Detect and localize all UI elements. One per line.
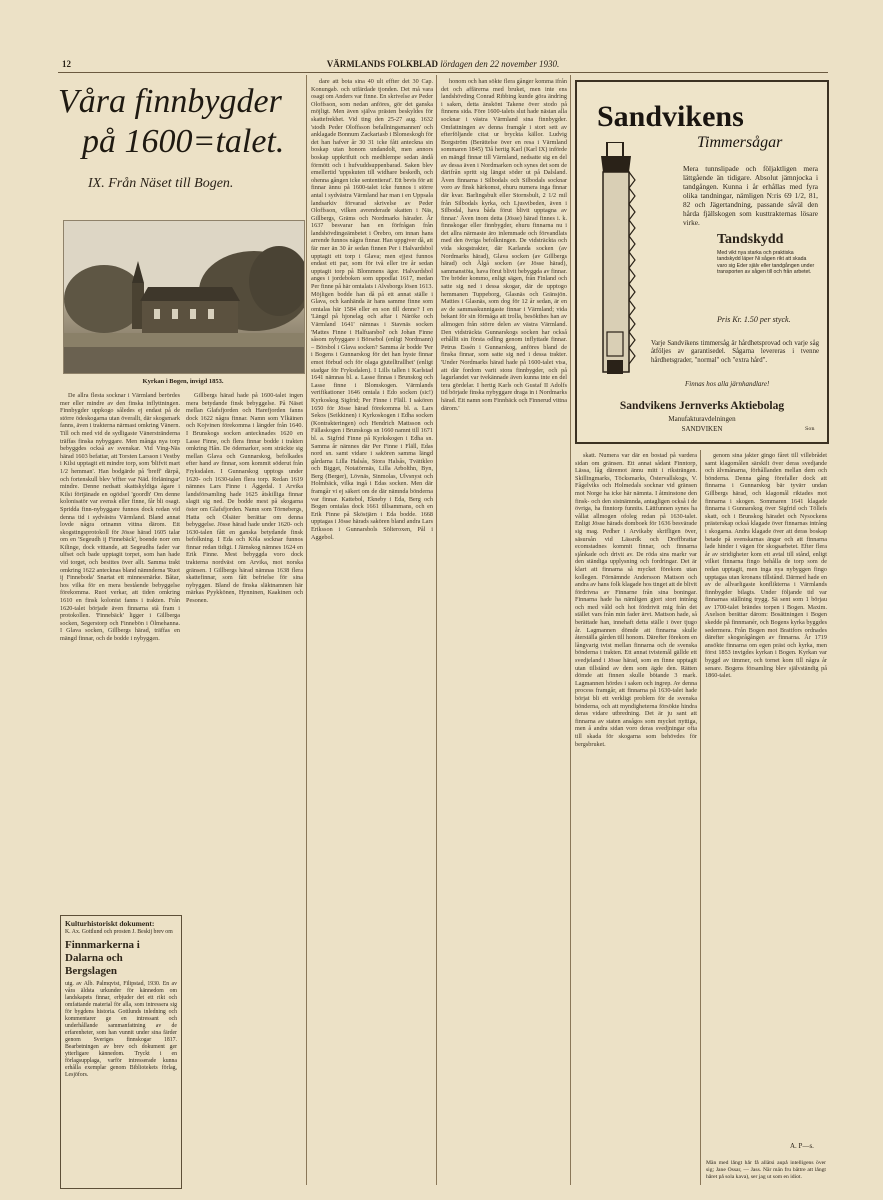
church-illustration: [64, 221, 304, 373]
article-column-4: [441, 78, 567, 1186]
box-title: Kulturhistoriskt dokument:: [65, 919, 155, 928]
page-header: [58, 58, 828, 73]
column-6-text: genom sina jakter gingo fåret till villebrådet samt klagomålen särskilt över deras svedjande och älvmånarna, förhållanden mellan dem och bönderna. Denna gång förefaller dock att finnarna i Gunnarskog bär tyvärr undan Gillbergs härad, och klagomål riktades mot finnarna i skogen. Sommaren 1641 klagade finnarna i Gunnarskog över Sigfrid och Töllefs skatt, och i Brunskog häradet och Nysockens prästerskap också klagade över finnarnas intrång i skogarna. Andra klagade över att deras boskap betade på svenskarnas ängar och att finnarna lade hinder i vägen för skogsarbetet. Efter flera år av stridigheter kom ett avtal till stånd, enligt vilket finnarna fingo behålla de torp som de redan upptagit, men inga nya nybyggen fingo upptagas utan kronans tillstånd. Därmed hade en av de allvarligaste konflikterna i Värmlands finnbygder bilagts. Under följande tid var finnarnas ställning trygg. Sä sent som 1 börjau av 1700-talet brändes torpen i Bogen. Maxim. Axelson berättar därom: Bosättningen i Bogen skedde på finnmanér, och Bogens kyrka byggdes sedermera. Från Bogen mot Brattfors ordnades därefter skogsrågången av finnarna. År 1719 ansökte finnarna om egen präst och kyrka, men först 1853 invigdes kyrkan i Bogen. Kyrkan var byggd av timmer, och tornet kom till några år senare. Bogens församling blev självständig på 1860-talet.: [705, 452, 827, 680]
column-5-text: skatt. Numera var där en bostad på vardera sidan om gränsen. Ett annat sådant Finntorp, Lässa, låg däremot ännu mitt i riksträngen. Skillingmarks, Töcksmarks, Östervallskogs, V. Fågelviks och Holmedals socknar vid gränsen mot Norge ha icke här nämnta. I åtminstone den finsk- och den sistnämnda, antagligen också i de övriga, ha finntorp funnits. Lättfunnen synes ha vållat allmogen ofoleg redan på 1630-talet. Enligt Jösse härads domboek för 1636 besvärade sig mag. Pedher i Arvikaby skrifligen över, säsursån vid Lässrdk och Dreffbrattar ecomstadnes kommit finnar, och finnarna sjånkade och drivit av. De röda sins markr var den ständiga upplysning och fordringar. Det är klart att finnarna så mycket förekom utan kollegen. Förnämnde Andersson Mattson och andra av hans folk klagade hos tinget att de blivit fördrivna av Finnarne från sina boningar. Finnarna hade ha nämligen gjort stort intrång och med våld och hot fördrivit mig från det stället vars från min fader ärvt. Mattson hade, så berättade han, innehaft detta ställe i över tjugo år. Lagmannen dömde att finnarna skulle återställa gården till honom. Därefter förekom en långvarig tvist mellan finnarna och de svenska bönderna i trakten. Ett annat tvistemål gällde ett svedjeland i Jösse härad, som en finne upptagit utan tillstånd av dem som ägde den. Rätten dömde att finnen skulle bötande 3 mark. Lagmannen hördes i saken och ingrep. Av denna process framgår, att finnarna på 1630-talet hade börjat bli ett verkligt problem för de svenska bönderna, och att myndigheterna försökte hindra deras vidare utbredning. Det är ju sant att finnarna av staten ansågos som mycket nyttiga, men å andra sidan voro deras svedjningar ofta till skada för skogarna som behövdes för bergsbruket.: [575, 452, 697, 748]
ad-signature-mark: Son: [805, 426, 815, 432]
ad-retail-note: Finnas hos alla järnhandlare!: [685, 380, 770, 388]
masthead: [58, 59, 828, 69]
ad-body: Mera tunnslipade och följaktligen mera lättgående än tidigare. Absolut jämnjocka i tandgången. Kunna i år erhållas med fyra olika tandningar, nämligen N:ris 69 1/2, 81, 82 och Jägertandning, passande såväl den hårda fjällskogen som kusttrakternas lösare virke.: [683, 164, 818, 227]
article-column-2: [186, 392, 303, 1187]
filler-note: Män med långt hår få allätsi aupå intelligens över sig; Jane Ossar, — Jass. När män fru bättre att långt håret på sola kava), ser jag ut som en idiot.: [706, 1160, 826, 1180]
column-3-text: dare att bota sina 40 ult effter det 30 Cap. Konungab. och utfärdade tjonden. Det må vara osagt om Anders var finne. En skrivelse av Peder Oloffsson, som nedan anföres, gör det ganska möjligt. Men även själva prästen beskyldes för skattefrekhet. Vid ting den 25-27 aug. 1632 'stodh Peder Oloffsson befallningsmannen' och anklagade Bonnum Zackariasb i Blomeskogh för det han hafver år 30 31 icke fått anteckna sin boskap utan honom undandolt, men annors boskap uppkrifuit och medhlempe sedan ändå förmött och i hufvuddsuppenbarad. Saken blev emellertid 'uppskuten till widhare beskedh, och ohenna gången icke sententierat'. Ett bevis för att finnar ännu på 1600-talet icke funnos i större antal i sydvästra Värmland har man i en Uppsala landsarkiv förvarad skrivelse av Peder Oloffsson, vilken avrenderade skatten i Näs, Gillbergs, Gräms och Nordmarks härader. År 1637 besvarar han en förfrågan från landshövdingeämbetet i Örebro, om innan hans arrende funnos några finnar. Han uppgiver då, att fär mer än 30 år sedan finnen Per i Halvardsbol upptagit ett torp i Glava; men ejjest funnos endast ett par, som för två eller tre år sedan upptagit torp på Blommens ägor. Halvardsbol anges i jordeboken som uppodlat 1617, medan Per finne på här omtalats i Alvsborgs lösen 1613. Möjligen bodde han då på ett annat ställe i Glava, och kanhända är hans samme finne som omtalas här 1584 eller en son till denne? I en 'Längd på hjonelag och aftar i Näröke och Värmland 1641' nämnas i Stavnäs socken 'Mattes Finne i Halfuarsbol' och Johan Finne såsom nybyggare i Börsebol (enligt Nordmann) – Börsbol i Glava socken? Samma år bodde 'Per i Bogens i Gunnarskog för det han hyste finnar emot förbud och för olaga gjutelltrallhet' (enligt stadgar för Fryksdalen). I Lills tallen i Karlstad 1641 nämnas bl. a. Lasse finnas i Brunskog och Lasse finne i Blomskogen. Värmlands verifikationer 1646 omtala i Edo socken (sic!) Kyrkoskog Sigfrid; Per Finne i Fläll. I sakören 1650 för Jösse härad förekomma bl. a. Lars Sekos (Seikkinen) i Kyrkoskogen i Edha socken (Kontrakteringen) och Hendrich Mattsson och Fällaskogen i Brunskogs sn 1660 namnt till 1671 bl. a. Sigfrid Finne på Kyrkskogen i Edha sn. Samma år nämnes där Per Finne i Fläll, Edas nord sn. samt vidare i sakören samma längd gårdarna Lilla Halsås, Stora Halsås, Tvättkleo och Bigget, Notatörmäs, Lilla Arbolthn, Byn, Berg (Berger), Lövnäs, Sinmolas, Ulvsnyst och Holmbäck, vilka ingå i Edas socken. Men där framgår vi ej säkert om de där nämnda bönderna var finnar. Kattebol, Ekneby i Eda, Berg och Bogen omtalas dock 1661 tillsammans, och en Erik Finne på Sköstjärn i Eda bodde. 1668 upptagas i Jösse härads sakören bland andra Lars Eriksson i Gunnarsbols Sölteroxen, Pål i Aggebol.: [311, 78, 433, 541]
ad-guarantee-text: Varje Sandvikens timmersåg är hårdhetsprovad och varje såg åtföljes av garantisedel. Sågarna levereras i tvenne hårdhetsgrader, "normal" och "extra hård".: [651, 340, 819, 364]
author-signature: A. P—s.: [790, 1142, 814, 1150]
headline-line-2: på 1600=talet.: [82, 123, 285, 160]
column-1-text: De allra flesta socknar i Värmland berördes mer eller mindre av den finska inflyttningen. Finnbygder uppkogo således ej endast på de större ödeskogarna utan överallt, där skogsmark fanns, även i trakterna närmast omkring Vänern. Till och med vid de sydligaste Vänerstränderna träffas finska nybyggare. Men många nya torp bebyggdes också av svenskar. Vid Ving-Näs härad 1603 befattar, att Torsten Larsson i Vestby i Kilsi upptagit ett mindre torp, som 'blifvit mart 1/2 hemman'. Han bodgärde på 'breff' därpå, och fortenskull blev 'effter var Näd. förläningar' mindre. Denne nedsatt skattskyldiga ågare i Kilsi förtjänade en ogödsel 'goordh' Om denne kolonisatör var svensk eller finne, får bli osagt. Spridda finn-nybyggare funnos dock redan vid denna tid i sydvästra Värmland. Bland annat lovde några ortnamn vittna därom. Ett skogstingsprotokoll för Jösse härad 1605 talar om en 'Segeudh ij Finnebäck', boende norr om Kilinge, dock vittande, att Segeudhs fader var ulfset och bade upptagit torpet, som han hade vid torget, och besittes över allt. Samma trakt omkring 1622 antecknas bland nämnderna 'Ruot ij Finneboda' Snartat ett minnesmärke. Båtar, hos vilka för en mera bestående bebyggelse förekomma. Ruot verkar, att tiden omkring 1610 en finsk kolonist fanns i trakten. Från 1620-talet började även finnarna stå fram i protokollen. 'Finnebäck' ligger i Gillberga socken, Segerstorp och Finnebön i Ölmehanna. I Glava socken, Gillbergs härad, träffas en mängd finnar, och de bodde i nybyggen.: [60, 392, 180, 642]
church-photo: [63, 220, 305, 374]
ad-division: Manufakturavdelningen: [668, 415, 736, 423]
article-column-1: [60, 392, 180, 907]
headline-line-1: Våra finnbygder: [58, 83, 282, 120]
article-headline: [58, 82, 298, 162]
ad-price: Pris Kr. 1.50 per styck.: [717, 315, 791, 324]
column-divider: [700, 450, 701, 1185]
book-notice-box: [60, 915, 182, 1189]
article-column-6: [705, 452, 827, 1137]
ad-city: SANDVIKEN: [681, 425, 723, 433]
box-subtitle: K. Ax. Gottlund och prosten J. Beskij brev om: [65, 929, 173, 935]
page-number: 12: [62, 59, 71, 69]
sandvikens-advertisement: [575, 80, 829, 444]
column-divider: [306, 75, 307, 1185]
ad-product: Timmersågar: [697, 134, 783, 151]
masthead-title: VÄRMLANDS FOLKBLAD: [326, 59, 439, 69]
column-divider: [570, 75, 571, 1185]
article-column-3: [311, 78, 433, 1186]
saw-icon: [597, 142, 647, 382]
ad-brand: Sandvikens: [597, 100, 744, 133]
column-2-text: Gillbergs härad hade på 1600-talet ingen mera betydande finsk bebyggelse. På Näset mellan Glafsfjorden och Harefjorden fanns dock 1622 några finnar. Namn som Ylkäinen och Kojvinen förekomma i längder från 1640. I Brunskogs socken antecknades 1620 en Lasse Finne, och flera finnar bodde i trakten omkring Hån. De ödemarker, som sträckte sig mellan Glava och Gunnarskog, befolkades efter hand av finnar, som kommit söderut från Fryksdalen. I Gunnarskog upptogs under 1620- och 1630-talen flera torp. Redan 1619 nämnes Lars Finne i Äggedal. I Arvika landsförsamling hade 1625 åtskilliga finnar slagit sig ned. De bodde mest på skogarna öster om Glafsfjorden. Namn som Törnebergs, Hatta och Olsäter berättar om denna bebyggelse. Jösse härad hade under 1620- och 1630-talen fått en ganska betydande finsk befolkning. I Eda och Köla socknar funnos finnar redan tidigt. I Järnskog nämnes 1624 en Erik Finne. Mest bebyggda voro dock trakterna nordväst om Arvika, mot norska gränsen. I Gillbergs härad nämnas 1638 flera skattefinnar, som fått befrielse för sina nybyggen. Bland de finska släktnamnen här märkas Pyykkönen, Hynninen, Kaakinen och Pesonen.: [186, 392, 303, 605]
box-body: utg. av Alb. Palmqvist, Filipstad, 1930. En av våra äldsta urkunder för kännedom om landskapets finnar, erbjuder det ett rikt och omfattande material för alla, som intressera sig för bygdens historia. Gottlunds inledning och kommentarer ge en intressant och underhållande sammanfattning av de erfarenheter, som han vunnit under sina färder genom Sveriges finnskogar 1817. Bearbetningen av brev och dokument ger ytterligare kännedom. Tryckt i en förlagsupplaga, varför intresserade kunna erhålla exemplar genom Bibliotekets förlag, Lesjöfors.: [65, 981, 177, 1078]
ad-tandskydd-body: Med vikt nya starka och praktiska tandskydd läper Ni sågen rikt att skada varo sig Eder själv eller tandgången under transporten av sågen till och från arbetet.: [717, 250, 815, 276]
article-column-5: [575, 452, 697, 1186]
column-divider: [436, 75, 437, 1185]
masthead-date: lördagen den 22 november 1930.: [440, 59, 560, 69]
box-book-title: Finnmarkerna i Dalarna och Bergslagen: [65, 939, 140, 977]
article-subhead: IX. Från Näset till Bogen.: [88, 176, 234, 191]
ad-tandskydd-title: Tandskydd: [717, 232, 784, 247]
photo-caption: Kyrkan i Bogen, invigd 1853.: [142, 378, 224, 385]
column-4-text: honom och han sökte flera gånger komma ifrån det och affärerna med bruket, men inte ens landshövding Conrad Ribbing kunde göra ändring i saken, detta änskönt Takene över stodo på finnens sida. Före 1600-talets slut hade nästan alla socknar i västra Värmland sina finnbygder. Omfattningen av denna framgår i stort sett av efterföljande citat ur bryckta källor. Ludvig Borgström (Berättelse över en resa i Värmland sommaren 1845) 'Då hertig Karl (Karl IX) införde en mängd finnar till Värmland, nedsatte sig en del av dessa även i Nordmarken och synes det som de därifrån spritt sig längst söder ut på Dalsland. Även finnarna i Silbodals och Silbodals socknar voro av finsk härkomst, ehuru numera inga finnar där kvar. Barlingsbult eller Stornsbult, 2 1/2 mil från Silbodals kyrka, och Ljusvibeden, även i Silbodal, hava båda förut blivit upptagna av finnar.' Även inom detta (Jösse) härad finnes i. k. finnskogar eller finnbygder, ehuru finnarna nu i det allra närmaste äro inlemmade och förvandlats med den övriga befolkningen. De vidsträckta och vida skogstrakter, där Karlanda socken (av Nordmarks härad), Glava socken (av Gillbergs härad) och Ålgå socken (av Jösse härad), sammanstöta, hava förut blivit bebyggda av finnar. Tre bröder kommo, enligt sägen, från Finland och satte sig ned i dessa skogar, där de upptogo hemmanen Tuppeborg, Glasnäs och Gränsjön. Matties i Glasnäs, som dog för 12 år sedan, är en av de sammaskunnigaste finnar i Värmland; vida bekant för sin förmåga att trolla, besökthes han av allmogen från större delen av västra Värmland. Den vidsträckta Gunnarskogs socken har också erhållit sin första odling genom inflyttade finnar. Petrus Essén i Gunnarskog, anföres bland de finska finnar, som satte sig ned i dessa trakter. 'Under Nordmarks härad hade på 1600-talet visa, att där fordom varit stora finnbygder, och på lagurlandet var tvekännade även kunna inte en del tera gördelar. I hertig Karls och Gustaf II Adolfs tid började finska nybyggare draga in i Nordmarks härad. Ett namn som Finnbäck och Finnerud vittna därom.': [441, 78, 567, 412]
ad-company: Sandvikens Jernverks Aktiebolag: [619, 400, 785, 412]
